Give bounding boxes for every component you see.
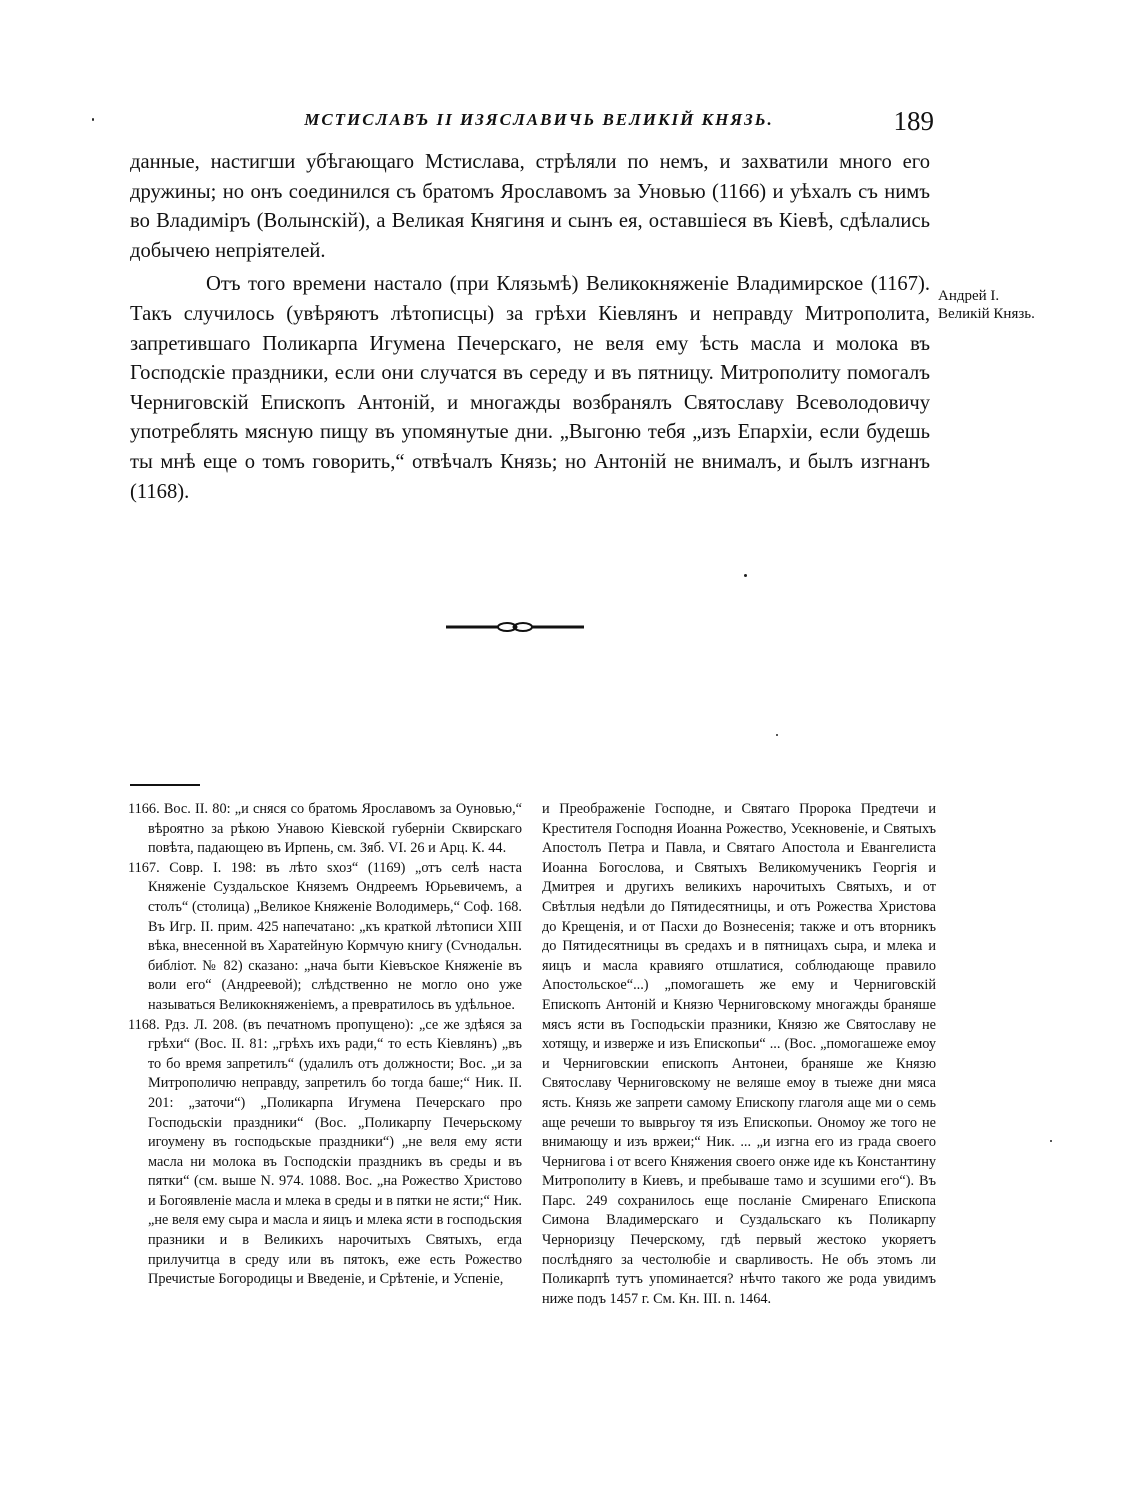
footnote-1166: 1166. Вос. II. 80: „и сняся со братомь Ярославомъ за Оуновью,“ вѣроятно за рѣкою Унавою Кіевской губерніи Сквирскаго повѣта, падающею въ Ирпень, см. Зяб. VI. 26 и Арц. К. 44. <box>128 801 522 857</box>
footnote-1167: 1167. Совр. I. 198: въ лѣто ѕхоз“ (1169) „отъ селѣ наста Княженіе Суздальское Княземъ Ондреемъ Юрьевичемъ, а столъ“ (столица) „Великое Княженіе Володимерь,“ Соф. 168. Въ Игр. II. прим. 425 напечатано: „къ краткой лѣтописи XIII вѣка, внесенной въ Харатейную Кормчую книгу (Сѵнодальн. библіот. № 82) сказано: „нача быти Кіевъское Княженіе въ воли его“ (Андреевой); слѣдственно не могло оно уже называться Великокняженіемъ, а превратилось въ удѣльное. <box>128 859 522 1013</box>
scan-speck <box>92 118 94 121</box>
footnote-column-left <box>128 800 522 1290</box>
footnotes <box>128 800 936 1400</box>
footnote-column-right <box>542 800 936 1309</box>
footnote-rule <box>130 784 200 786</box>
page-number: 189 <box>893 106 934 136</box>
margin-note: Андрей I. Великій Князь. <box>938 288 1035 322</box>
scan-speck <box>776 734 778 736</box>
main-text <box>130 148 930 507</box>
footnote-1168-continued: и Преображеніе Господне, и Святаго Пророка Предтечи и Крестителя Господня Иоанна Рожество, Усекновеніе, и Святыхъ Апостолъ Петра и Павла, и Святаго Апостола и Евангелиста Иоанна Богослова, и Святыхъ Великомученикъ Георгія и Дмитрея и другихъ великихъ нарочитыхъ Святыхъ, и от Свѣтлыя недѣли до Пятидесятницы, и отъ Рожества Христова до Крещенія, и от Пасхи до Вознесенія; также и отъ вторникъ до Пятидесятницы въ средахъ и в пятницахъ сыра, и млека и яицъ и масла кравияго отшлатися, соблюдающе правило Апостольское“...) „помогашеть же ему и Черниговскій Епископъ Антоній и Князю Черниговскому многажды браняше мясъ ясти въ Господьскіи празники, Князю же Святославу не хотящу, и изверже и изъ Епископьи“ ... (Вос. „помогашеже емоу и Черниговскии епископъ Антонеи, браняше же Князю Святославу Черниговскому не веляше емоу в тыеже дни мяса ясть. Князь же запрети самому Епископу глаголя аще ми о семь аще речеши то выврьгоу тя изъ Епископьи. Ономоу же того не внимающу и изъ вржеи;“ Ник. ... „и изгна его из града своего Чернигова і от всего Княжения своего онже иде къ Константину Митрополиту в Киевъ, и пребываше тамо и зсушими его“). Въ Парс. 249 сохранилось еще посланіе Смиренаго Епископа Симона Владимерскаго и Суздальскаго къ Поликарпу Черноризцу Печерскому, гдѣ первый жестоко укоряетъ послѣдняго за честолюбіе и сварливость. Не объ этомъ ли Поликарпѣ тутъ упоминается? нѣчто такого же рода увидимъ ниже подъ 1457 г. См. Кн. III. n. 1464. <box>542 801 936 1307</box>
ornament-divider-icon <box>444 618 586 636</box>
scan-speck <box>1050 1140 1052 1142</box>
scan-speck <box>744 574 747 577</box>
body-paragraph-1: данные, настигши убѣгающаго Мстислава, стрѣляли по немъ, и захватили много его дружины; но онъ соединился съ братомъ Ярославомъ за Уновью (1166) и уѣхалъ съ нимъ во Владиміръ (Волынскій), а Великая Княгиня и сынъ ея, оставшіеся въ Кіевѣ, сдѣлались добычею непріятелей. <box>130 151 930 262</box>
running-header <box>262 106 938 146</box>
running-title: МСТИСЛАВЪ II ИЗЯСЛАВИЧЬ ВЕЛИКІЙ КНЯЗЬ. <box>304 110 774 129</box>
body-paragraph-2: Отъ того времени настало (при Клязьмѣ) Великокняженіе Владимирское (1167). Такъ случилось (увѣряютъ лѣтописцы) за грѣхи Кіевлянъ и неправду Митрополита, запретившаго Поликарпа Игумена Печерскаго, не веля ему ѣсть масла и молока въ Господскіе праздники, если они случатся въ середу и въ пятницу. Митрополиту помогалъ Черниговскій Епископъ Антоній, и многажды возбранялъ Святославу Всеволодовичу употреблять мясную пищу въ упомянутые дни. „Выгоню тебя „изъ Епархіи, если будешь ты мнѣ еще о томъ говорить,“ отвѣчалъ Князь; но Антоній не внималъ, и былъ изгнанъ (1168). <box>130 273 930 503</box>
footnote-1168: 1168. Рдз. Л. 208. (въ печатномъ пропущено): „се же здѣяся за грѣхи“ (Вос. II. 81: „грѣхъ ихъ ради,“ то есть Кіевлянъ) „въ то бо время запретилъ“ (удалилъ отъ должности; Вос. „и за Митрополичю неправду, запретилъ бо тогда баше;“ Ник. II. 201: „заточи“) „Поликарпа Игумена Печерскаго про Господьскіи праздники“ (Вос. „Поликарпу Печерьскому игоумену въ господьскые праздники“) „не веля ему ясти масла ни молока въ Господскіи праздникъ въ среды и въ пятки“ (см. выше N. 974. 1088. Вос. „на Рожество Христово и Богоявленіе масла и млека в среды и в пятки не ясти;“ Ник. „не веля ему сыра и масла и яицъ и млека ясти в господьския празники и в Великихъ нарочитыхъ Святыхъ, егда прилучитца в среду или въ пятокъ, еже есть Рожество Пречистые Богородицы и Введеніе, и Срѣтеніе, и Успеніе, <box>128 1016 522 1288</box>
